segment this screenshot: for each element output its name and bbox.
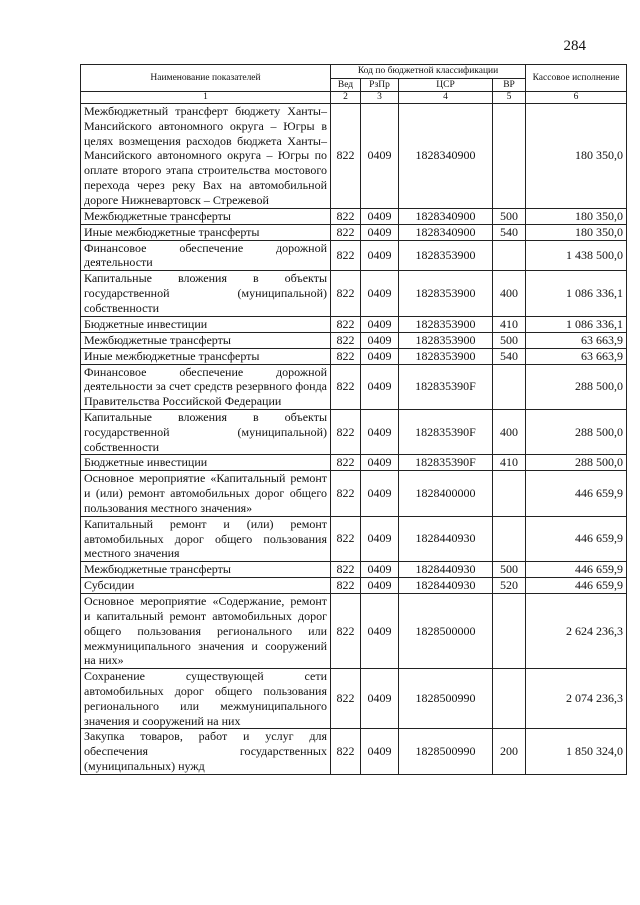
header-name: Наименование показателей <box>81 65 331 92</box>
row-ved: 822 <box>331 729 361 774</box>
row-rzpr: 0409 <box>361 364 399 409</box>
table-row <box>81 364 627 409</box>
row-vr: 400 <box>493 271 526 316</box>
row-csr: 1828353900 <box>399 316 493 332</box>
row-amount: 1 438 500,0 <box>526 240 627 271</box>
row-rzpr: 0409 <box>361 578 399 594</box>
row-amount: 180 350,0 <box>526 224 627 240</box>
row-ved: 822 <box>331 348 361 364</box>
row-name: Сохранение существующей сети автомобильных дорог общего пользования регионального или межмуниципального значения и сооружений на них <box>81 669 331 729</box>
row-amount: 2 624 236,3 <box>526 594 627 669</box>
table-row <box>81 669 627 729</box>
header-csr: ЦСР <box>399 79 493 92</box>
row-csr: 1828500000 <box>399 594 493 669</box>
table-row <box>81 240 627 271</box>
row-vr <box>493 104 526 209</box>
row-ved: 822 <box>331 562 361 578</box>
row-amount: 180 350,0 <box>526 208 627 224</box>
row-amount: 288 500,0 <box>526 455 627 471</box>
row-ved: 822 <box>331 104 361 209</box>
row-rzpr: 0409 <box>361 729 399 774</box>
row-rzpr: 0409 <box>361 594 399 669</box>
row-amount: 63 663,9 <box>526 332 627 348</box>
column-number: 5 <box>493 92 526 104</box>
row-vr <box>493 516 526 561</box>
table-row <box>81 578 627 594</box>
row-name: Межбюджетные трансферты <box>81 332 331 348</box>
table-row <box>81 594 627 669</box>
column-number: 2 <box>331 92 361 104</box>
row-vr <box>493 669 526 729</box>
row-name: Финансовое обеспечение дорожной деятельности за счет средств резервного фонда Правительства Российской Федерации <box>81 364 331 409</box>
row-rzpr: 0409 <box>361 208 399 224</box>
row-csr: 1828500990 <box>399 669 493 729</box>
row-amount: 446 659,9 <box>526 562 627 578</box>
table-row <box>81 409 627 454</box>
table-row <box>81 729 627 774</box>
row-csr: 182835390F <box>399 455 493 471</box>
row-rzpr: 0409 <box>361 455 399 471</box>
row-vr: 520 <box>493 578 526 594</box>
table-row <box>81 516 627 561</box>
row-csr: 1828353900 <box>399 332 493 348</box>
table-row <box>81 104 627 209</box>
row-ved: 822 <box>331 224 361 240</box>
row-amount: 288 500,0 <box>526 409 627 454</box>
row-name: Иные межбюджетные трансферты <box>81 348 331 364</box>
row-ved: 822 <box>331 471 361 516</box>
row-csr: 1828340900 <box>399 104 493 209</box>
row-rzpr: 0409 <box>361 316 399 332</box>
row-ved: 822 <box>331 208 361 224</box>
row-vr: 500 <box>493 208 526 224</box>
row-csr: 1828353900 <box>399 348 493 364</box>
row-amount: 446 659,9 <box>526 516 627 561</box>
row-vr <box>493 240 526 271</box>
row-vr: 410 <box>493 455 526 471</box>
row-name: Капитальные вложения в объекты государственной (муниципальной) собственности <box>81 409 331 454</box>
row-csr: 1828500990 <box>399 729 493 774</box>
row-amount: 1 850 324,0 <box>526 729 627 774</box>
row-rzpr: 0409 <box>361 516 399 561</box>
table-row <box>81 348 627 364</box>
row-ved: 822 <box>331 669 361 729</box>
page-number: 284 <box>563 38 586 54</box>
row-vr <box>493 364 526 409</box>
row-amount: 446 659,9 <box>526 471 627 516</box>
row-ved: 822 <box>331 409 361 454</box>
row-ved: 822 <box>331 455 361 471</box>
row-rzpr: 0409 <box>361 224 399 240</box>
row-ved: 822 <box>331 332 361 348</box>
row-amount: 1 086 336,1 <box>526 316 627 332</box>
row-name: Капитальные вложения в объекты государственной (муниципальной) собственности <box>81 271 331 316</box>
row-rzpr: 0409 <box>361 332 399 348</box>
column-number: 1 <box>81 92 331 104</box>
table-row <box>81 332 627 348</box>
row-ved: 822 <box>331 516 361 561</box>
row-name: Основное мероприятие «Капитальный ремонт и (или) ремонт автомобильных дорог общего пользования местного значения» <box>81 471 331 516</box>
row-name: Бюджетные инвестиции <box>81 455 331 471</box>
row-csr: 1828340900 <box>399 224 493 240</box>
table-row <box>81 562 627 578</box>
row-amount: 1 086 336,1 <box>526 271 627 316</box>
table-row <box>81 224 627 240</box>
row-ved: 822 <box>331 594 361 669</box>
header-ved: Вед <box>331 79 361 92</box>
row-csr: 1828400000 <box>399 471 493 516</box>
row-amount: 446 659,9 <box>526 578 627 594</box>
row-name: Бюджетные инвестиции <box>81 316 331 332</box>
row-vr: 400 <box>493 409 526 454</box>
row-rzpr: 0409 <box>361 104 399 209</box>
header-code-group: Код по бюджетной классификации <box>331 65 526 79</box>
column-number: 3 <box>361 92 399 104</box>
row-vr: 540 <box>493 224 526 240</box>
header-execution: Кассовое исполнение <box>526 65 627 92</box>
table-row <box>81 455 627 471</box>
row-csr: 1828353900 <box>399 271 493 316</box>
row-csr: 182835390F <box>399 364 493 409</box>
row-vr: 410 <box>493 316 526 332</box>
row-name: Капитальный ремонт и (или) ремонт автомобильных дорог общего пользования местного значения <box>81 516 331 561</box>
budget-execution-table <box>80 64 627 775</box>
row-name: Субсидии <box>81 578 331 594</box>
column-number: 6 <box>526 92 627 104</box>
row-rzpr: 0409 <box>361 669 399 729</box>
row-vr: 500 <box>493 562 526 578</box>
row-rzpr: 0409 <box>361 471 399 516</box>
column-number: 4 <box>399 92 493 104</box>
row-name: Межбюджетный трансферт бюджету Ханты–Мансийского автономного округа – Югры в целях возмещения расходов бюджета Ханты–Мансийского автономного округа – Югры по оплате второго этапа строительства мостового перехода через реку Вах на автомобильной дороге Нижневартовск – Стрежевой <box>81 104 331 209</box>
row-ved: 822 <box>331 578 361 594</box>
header-vr: ВР <box>493 79 526 92</box>
header-rzpr: РзПр <box>361 79 399 92</box>
row-rzpr: 0409 <box>361 409 399 454</box>
row-name: Финансовое обеспечение дорожной деятельности <box>81 240 331 271</box>
row-name: Основное мероприятие «Содержание, ремонт и капитальный ремонт автомобильных дорог общего пользования регионального или межмуниципального значения и сооружений на них» <box>81 594 331 669</box>
row-csr: 1828340900 <box>399 208 493 224</box>
row-amount: 63 663,9 <box>526 348 627 364</box>
row-rzpr: 0409 <box>361 240 399 271</box>
row-rzpr: 0409 <box>361 348 399 364</box>
row-ved: 822 <box>331 240 361 271</box>
row-vr: 200 <box>493 729 526 774</box>
row-amount: 180 350,0 <box>526 104 627 209</box>
row-ved: 822 <box>331 316 361 332</box>
row-vr <box>493 471 526 516</box>
row-vr: 500 <box>493 332 526 348</box>
table-row <box>81 316 627 332</box>
row-csr: 1828440930 <box>399 578 493 594</box>
table-row <box>81 471 627 516</box>
row-csr: 1828440930 <box>399 516 493 561</box>
row-csr: 1828353900 <box>399 240 493 271</box>
row-amount: 288 500,0 <box>526 364 627 409</box>
row-vr: 540 <box>493 348 526 364</box>
row-rzpr: 0409 <box>361 562 399 578</box>
row-amount: 2 074 236,3 <box>526 669 627 729</box>
table-row <box>81 271 627 316</box>
table-row <box>81 208 627 224</box>
row-name: Закупка товаров, работ и услуг для обеспечения государственных (муниципальных) нужд <box>81 729 331 774</box>
row-csr: 1828440930 <box>399 562 493 578</box>
row-name: Межбюджетные трансферты <box>81 562 331 578</box>
row-rzpr: 0409 <box>361 271 399 316</box>
row-vr <box>493 594 526 669</box>
row-name: Межбюджетные трансферты <box>81 208 331 224</box>
row-ved: 822 <box>331 364 361 409</box>
row-ved: 822 <box>331 271 361 316</box>
row-csr: 182835390F <box>399 409 493 454</box>
row-name: Иные межбюджетные трансферты <box>81 224 331 240</box>
